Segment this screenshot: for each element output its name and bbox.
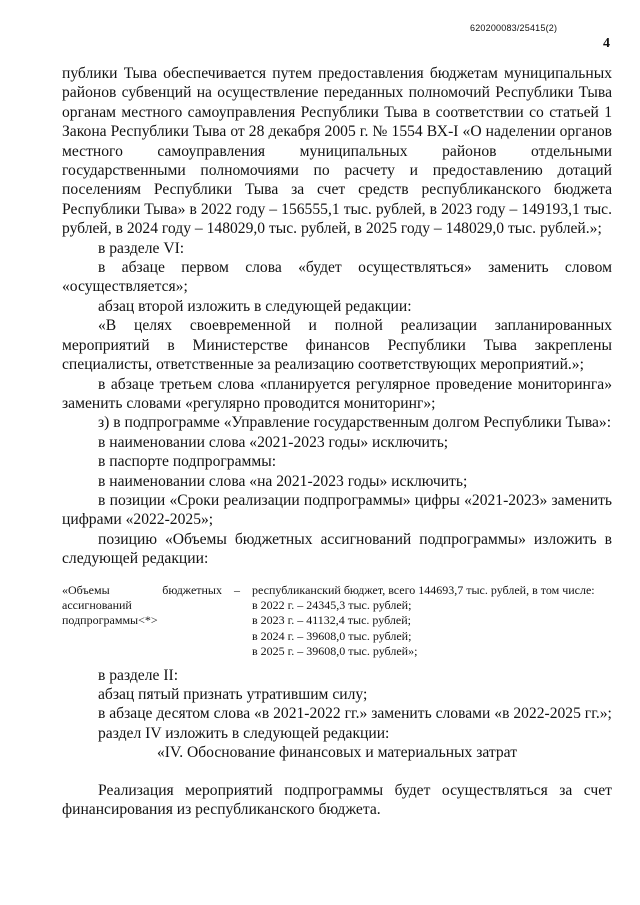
- table-value-line: в 2023 г. – 41132,4 тыс. рублей;: [252, 613, 411, 628]
- page-number: 4: [603, 36, 610, 51]
- table-dash: –: [234, 582, 240, 597]
- paragraph: абзац пятый признать утратившим силу;: [98, 686, 368, 703]
- paragraph: абзац второй изложить в следующей редакции:: [98, 297, 412, 315]
- section-heading: «IV. Обоснование финансовых и материальных затрат: [156, 744, 518, 762]
- paragraph: в абзаце десятом слова «в 2021-2022 гг.» заменить словами «в 2022-2025 гг.»;: [98, 705, 612, 723]
- paragraph: в абзаце первом слова «будет осуществляться» заменить словом «осуществляется»;: [62, 259, 612, 296]
- document-body: [62, 64, 612, 819]
- table-value-line: республиканский бюджет, всего 144693,7 тыс. рублей, в том числе:: [252, 582, 595, 597]
- paragraph: в паспорте подпрограммы:: [98, 453, 277, 471]
- table-label-cell: «Объемы бюджетных ассигнований подпрограммы<*>: [62, 582, 222, 628]
- document-id: 620200083/25415(2): [470, 23, 558, 33]
- paragraph: в наименовании слова «на 2021-2023 годы» исключить;: [98, 472, 468, 490]
- table-value-line: в 2022 г. – 24345,3 тыс. рублей;: [252, 597, 412, 612]
- paragraph: «В целях своевременной и полной реализации запланированных мероприятий в Министерстве финансов Республики Тыва закреплены специалисты, ответственные за реализацию соответствующих мероприятий.»;: [62, 317, 612, 374]
- spacer: [62, 763, 612, 781]
- paragraph: раздел IV изложить в следующей редакции:: [98, 724, 390, 742]
- paragraph: в разделе VI:: [98, 239, 185, 257]
- paragraph: з) в подпрограмме «Управление государственным долгом Республики Тыва»:: [98, 414, 612, 432]
- paragraph: публики Тыва обеспечивается путем предоставления бюджетам муниципальных районов субвенций на осуществление переданных полномочий Республики Тыва органам местного самоуправления Республики Тыва в соответствии со статьей 1 Закона Республики Тыва от 28 декабря 2005 г. № 1554 ВХ-I «О наделении органов местного самоуправления муниципальных районов отдельными государственными полномочиями по расчету и предоставлению дотаций поселениям Республики Тыва за счет средств республиканского бюджета Республики Тыва» в 2022 году – 156555,1 тыс. рублей, в 2023 году – 149193,1 тыс. рублей, в 2024 году – 148029,0 тыс. рублей, в 2025 году – 148029,0 тыс. рублей.»;: [62, 65, 612, 238]
- table-value-line: в 2025 г. – 39608,0 тыс. рублей»;: [252, 644, 418, 659]
- budget-allocation-table: [62, 583, 612, 660]
- paragraph: Реализация мероприятий подпрограммы будет осуществляться за счет финансирования из республиканского бюджета.: [62, 781, 612, 819]
- table-value-cell: [252, 583, 612, 660]
- paragraph: в разделе II:: [98, 666, 179, 684]
- paragraph: в наименовании слова «2021-2023 годы» исключить;: [98, 433, 449, 451]
- paragraph: позицию «Объемы бюджетных ассигнований подпрограммы» изложить в следующей редакции:: [62, 530, 612, 568]
- table-value-line: в 2024 г. – 39608,0 тыс. рублей;: [252, 628, 412, 643]
- paragraph: в позиции «Сроки реализации подпрограммы» цифры «2021-2023» заменить цифрами «2022-2025»;: [62, 491, 612, 529]
- paragraph: в абзаце третьем слова «планируется регулярное проведение мониторинга» заменить словами «регулярно проводится мониторинг»;: [62, 375, 612, 412]
